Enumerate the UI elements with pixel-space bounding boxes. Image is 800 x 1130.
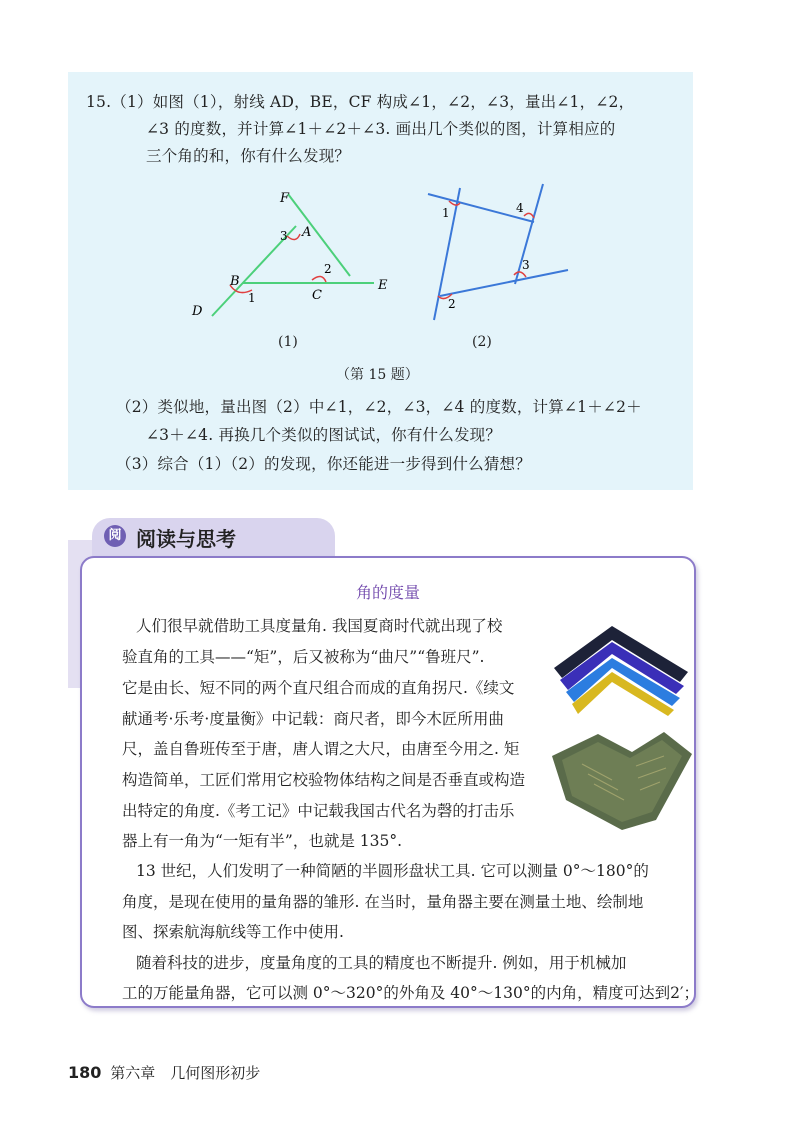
figure-2-caption: (2) — [472, 334, 492, 350]
angle-2-arc — [312, 276, 326, 282]
reading-icon: 阅 — [104, 525, 126, 547]
exercise-box — [68, 72, 693, 490]
angle-4-arc — [524, 213, 534, 218]
fig2-num-3: 3 — [522, 258, 530, 272]
figure-1 — [191, 191, 388, 319]
exercise-line-6: （3）综合（1）（2）的发现，你还能进一步得到什么猜想？ — [116, 455, 531, 473]
figure-2 — [428, 184, 568, 320]
label-num-2: 2 — [324, 262, 332, 276]
reading-section-title: 阅读与思考 — [136, 527, 236, 551]
label-num-1: 1 — [248, 291, 256, 305]
paragraph-line: 构造简单，工匠们常用它校验物体结构之间是否垂直或构造 — [122, 771, 526, 789]
paragraph-line: 工的万能量角器，它可以测 0°～320°的外角及 40°～130°的内角，精度可达到2′； — [122, 984, 699, 1002]
page-number: 180 — [68, 1063, 102, 1082]
angle-3-arc-fig2 — [514, 272, 526, 277]
exercise-line-2: ∠3 的度数，并计算∠1＋∠2＋∠3. 画出几个类似的图，计算相应的 — [146, 120, 616, 138]
carpenter-square-photo — [554, 626, 692, 716]
paragraph-line: 尺，盖自鲁班传至于唐，唐人谓之大尺，由唐至今用之. 矩 — [122, 740, 520, 758]
label-c: C — [312, 288, 322, 303]
fig2-num-2: 2 — [448, 297, 456, 311]
fig2-num-1: 1 — [442, 206, 450, 220]
line-bottom — [440, 270, 568, 296]
ray-cf — [288, 194, 350, 276]
label-f: F — [280, 191, 290, 206]
label-num-3: 3 — [280, 229, 288, 243]
label-b: B — [230, 274, 240, 289]
chapter-title: 第六章 几何图形初步 — [110, 1064, 261, 1082]
paragraph-line: 图、探索航海航线等工作中使用. — [122, 923, 344, 941]
fig2-num-4: 4 — [516, 201, 524, 215]
label-d: D — [192, 304, 203, 319]
paragraph-line: 13 世纪，人们发明了一种简陋的半圆形盘状工具. 它可以测量 0°～180°的 — [136, 862, 649, 880]
paragraph-line: 出特定的角度.《考工记》中记载我国古代名为磬的打击乐 — [122, 802, 515, 820]
paragraph-line: 它是由长、短不同的两个直尺组合而成的直角拐尺.《续文 — [122, 679, 515, 697]
exercise-line-1: 15.（1）如图（1），射线 AD，BE，CF 构成∠1，∠2，∠3，量出∠1，∠2， — [86, 93, 635, 111]
page-footer — [68, 1062, 260, 1083]
paragraph-line: 随着科技的进步，度量角度的工具的精度也不断提升. 例如，用于机械加 — [136, 954, 627, 972]
exercise-line-4: （2）类似地，量出图（2）中∠1，∠2，∠3，∠4 的度数，计算∠1＋∠2＋ — [116, 398, 642, 416]
paragraph-line: 器上有一角为“一矩有半”，也就是 135°. — [122, 832, 403, 850]
label-e: E — [378, 278, 388, 293]
problem-caption: （第 15 题） — [336, 367, 419, 383]
figure-1-caption: (1) — [278, 334, 298, 350]
bronze-tablet-photo — [552, 726, 692, 832]
paragraph-line: 验直角的工具——“矩”，后又被称为“曲尺”“鲁班尺”. — [122, 648, 485, 666]
exercise-line-3: 三个角的和，你有什么发现？ — [146, 147, 351, 165]
paragraph-line: 角度，是现在使用的量角器的雏形. 在当时，量角器主要在测量土地、绘制地 — [122, 893, 644, 911]
exercise-line-5: ∠3＋∠4. 再换几个类似的图试试，你有什么发现？ — [146, 426, 502, 444]
label-a: A — [302, 225, 312, 240]
paragraph-line: 献通考·乐考·度量衡》中记载：商尺者，即今木匠所用曲 — [122, 710, 504, 728]
paragraph-line: 人们很早就借助工具度量角. 我国夏商时代就出现了校 — [136, 617, 503, 635]
article-title: 角的度量 — [355, 583, 420, 602]
